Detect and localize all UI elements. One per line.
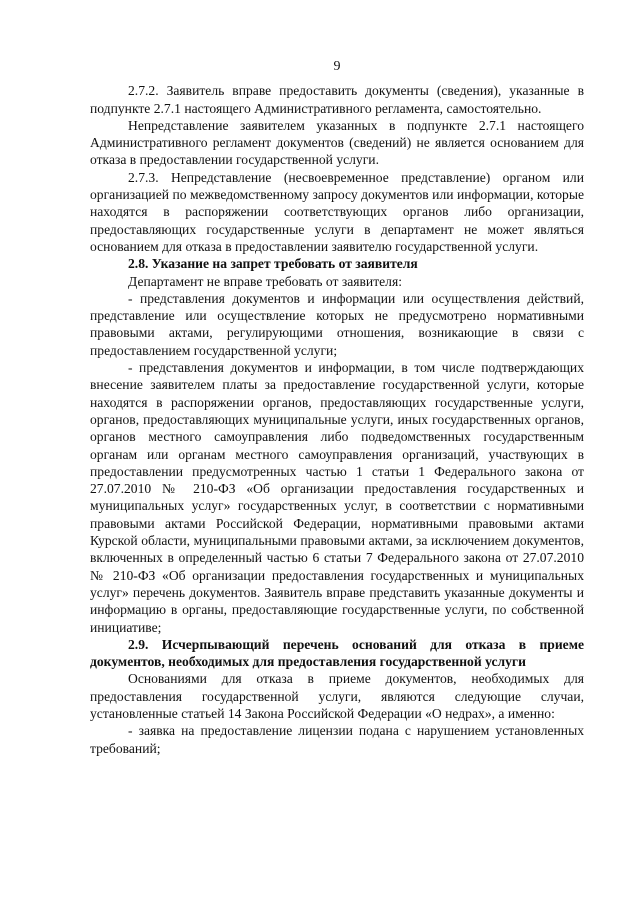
- list-item-application-violation: - заявка на предоставление лицензии подана с нарушением установленных требований;: [90, 723, 584, 756]
- paragraph-department-restriction: Департамент не вправе требовать от заявителя:: [128, 273, 402, 289]
- list-item-documents-information: - представления документов и информации, в том числе подтверждающих внесение заявителем платы за предоставление государственной услуги, которые находятся в распоряжении органов, предоставляющих государственные услуги, органов, предоставляющих муниципальные услуги, иных государственных органов, органов местного самоуправления либо подведомственных государственным органам или органам местного самоуправления организаций, участвующих в предоставлении предусмотренных частью 1 статьи 1 Федерального закона от 27.07.2010 № 210-ФЗ «Об организации предоставления государственных и муниципальных услуг» государственных услуг, в соответствии с нормативными правовыми актами Российской Федерации, нормативными правовыми актами Курской области, муниципальными правовыми актами, за исключением документов, включенных в определенный частью 6 статьи 7 Федерального закона от 27.07.2010 № 210-ФЗ «Об организации предоставления государственных и муниципальных услуг» перечень документов. Заявитель вправе представить указанные документы и информацию в органы, предоставляющие государственные услуги, по собственной инициативе;: [90, 360, 584, 635]
- paragraph-refusal-grounds: Основаниями для отказа в приеме документов, необходимых для предоставления государственной услуги, являются следующие случаи, установленные статьей 14 Закона Российской Федерации «О недрах», а именно:: [90, 671, 584, 721]
- section-heading-2-8: 2.8. Указание на запрет требовать от заявителя: [128, 256, 418, 272]
- paragraph-nonsubmission: Непредставление заявителем указанных в подпункте 2.7.1 настоящего Административного регламент документов (сведений) не является основанием для отказа в предоставлении государственной услуги.: [90, 117, 584, 168]
- page-number: 9: [333, 59, 341, 74]
- section-heading-2-9: 2.9. Исчерпывающий перечень оснований для отказа в приеме документов, необходимых для предоставления государственной услуги: [90, 636, 584, 670]
- paragraph-2-7-3: 2.7.3. Непредставление (несвоевременное представление) органом или организацией по межведомственному запросу документов или информации, которые находятся в распоряжении соответствующих органов либо организации, предоставляющих государственные услуги в департамент не может являться основанием для отказа в предоставлении заявителю государственной услуги.: [90, 169, 584, 254]
- paragraph-2-7-2: 2.7.2. Заявитель вправе предоставить документы (сведения), указанные в подпункте 2.7.1 настоящего Административного регламента, самостоятельно.: [90, 83, 584, 116]
- list-item-documents-actions: - представления документов и информации или осуществления действий, представление или осуществление которых не предусмотрено нормативными правовыми актами, регулирующими отношения, возникающие в связи с предоставлением государственной услуги;: [90, 290, 584, 358]
